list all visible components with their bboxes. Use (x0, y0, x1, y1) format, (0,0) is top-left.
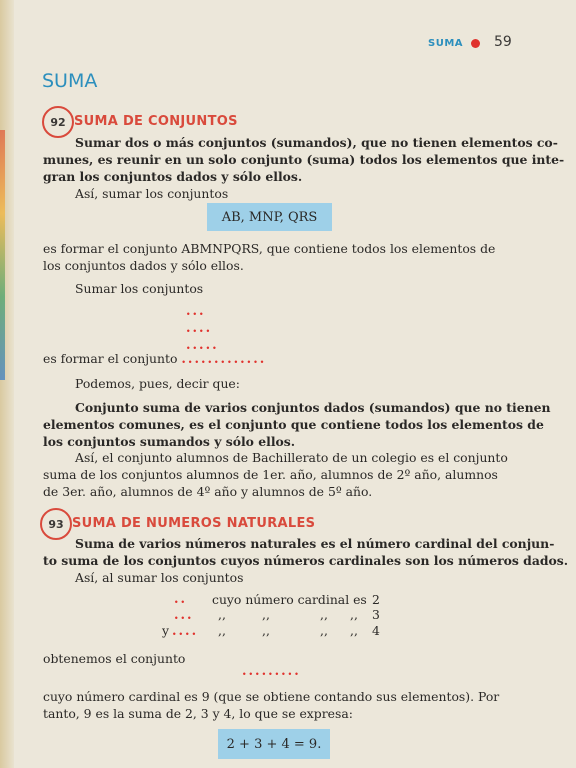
ditto-mark: ,, (262, 607, 270, 622)
header-bullet-icon (471, 39, 480, 48)
ditto-mark: ,, (350, 607, 358, 622)
rule-line: Conjunto suma de varios conjuntos dados (sumandos) que no tienen (75, 400, 551, 415)
cardinal-line: cuyo número cardinal es 9 (que se obtiene contando sus elementos). Por (43, 689, 500, 704)
example-line: suma de los conjuntos alumnos de 1er. año, alumnos de 2º año, alumnos (43, 467, 498, 482)
set-dots: .... (172, 624, 199, 639)
page-binding-edge (0, 0, 14, 768)
formar-text: es formar el conjunto (43, 351, 178, 366)
result-line: los conjuntos dados y sólo ellos. (43, 258, 244, 273)
example-line: Así, el conjunto alumnos de Bachillerato de un colegio es el conjunto (75, 450, 508, 465)
subsection-title-93: SUMA DE NUMEROS NATURALES (72, 516, 316, 531)
ditto-mark: ,, (218, 607, 226, 622)
definition-line: Sumar dos o más conjuntos (sumandos), que no tienen elementos co- (75, 135, 558, 150)
result-set-dots: ......... (242, 664, 301, 679)
ditto-mark: ,, (350, 623, 358, 638)
section-number-92: 92 (50, 115, 66, 129)
subsection-title-92: SUMA DE CONJUNTOS (74, 114, 238, 129)
definition-line: to suma de los conjuntos cuyos números cardinales son los números dados. (43, 553, 569, 568)
set-dots: ... (174, 608, 194, 623)
cardinal-line: tanto, 9 es la suma de 2, 3 y 4, lo que se expresa: (43, 706, 353, 721)
section-number-badge-93 (40, 508, 72, 540)
example-intro-line: Así, sumar los conjuntos (75, 186, 229, 201)
page-number: 59 (494, 34, 512, 50)
rule-line: los conjuntos sumandos y sólo ellos. (43, 434, 296, 449)
set-dots: .. (174, 592, 188, 607)
dot-set-row: ..... (186, 338, 219, 353)
ditto-mark: ,, (262, 623, 270, 638)
row-prefix: y (162, 623, 169, 638)
dot-set-row: ... (186, 304, 206, 319)
section-number-badge-92 (42, 106, 74, 138)
cardinal-value: 4 (372, 623, 380, 638)
section-number-93: 93 (48, 517, 64, 531)
rule-line: elementos comunes, es el conjunto que contiene todos los elementos de (43, 417, 544, 432)
formar-line (43, 350, 266, 368)
ditto-mark: ,, (320, 607, 328, 622)
formar-dots: ............. (181, 352, 267, 367)
equation-box (218, 729, 330, 759)
dot-set-row: .... (186, 321, 213, 336)
definition-line: gran los conjuntos dados y sólo ellos. (43, 169, 303, 184)
ditto-mark: ,, (320, 623, 328, 638)
cardinal-label: cuyo número cardinal es (212, 592, 367, 607)
result-line: es formar el conjunto ABMNPQRS, que contiene todos los elementos de (43, 241, 496, 256)
example-intro-line: Así, al sumar los conjuntos (75, 570, 244, 585)
colored-edge-stripe (0, 130, 5, 380)
example-line: de 3er. año, alumnos de 4º año y alumnos de 5º año. (43, 484, 373, 499)
definition-line: Suma de varios números naturales es el número cardinal del conjun- (75, 536, 555, 551)
definition-line: munes, es reunir en un solo conjunto (suma) todos los elementos que inte- (43, 152, 565, 167)
obtenemos-line: obtenemos el conjunto (43, 651, 186, 666)
sets-example-box (207, 203, 332, 231)
podemos-line: Podemos, pues, decir que: (75, 376, 240, 391)
section-title: SUMA (42, 70, 98, 92)
ditto-mark: ,, (218, 623, 226, 638)
equation-text: 2 + 3 + 4 = 9. (226, 736, 322, 752)
cardinal-value: 3 (372, 607, 380, 622)
exercise-intro-line: Sumar los conjuntos (75, 281, 204, 296)
cardinal-value: 2 (372, 592, 380, 607)
running-header-section: SUMA (428, 38, 464, 49)
sets-example-text: AB, MNP, QRS (221, 209, 318, 225)
